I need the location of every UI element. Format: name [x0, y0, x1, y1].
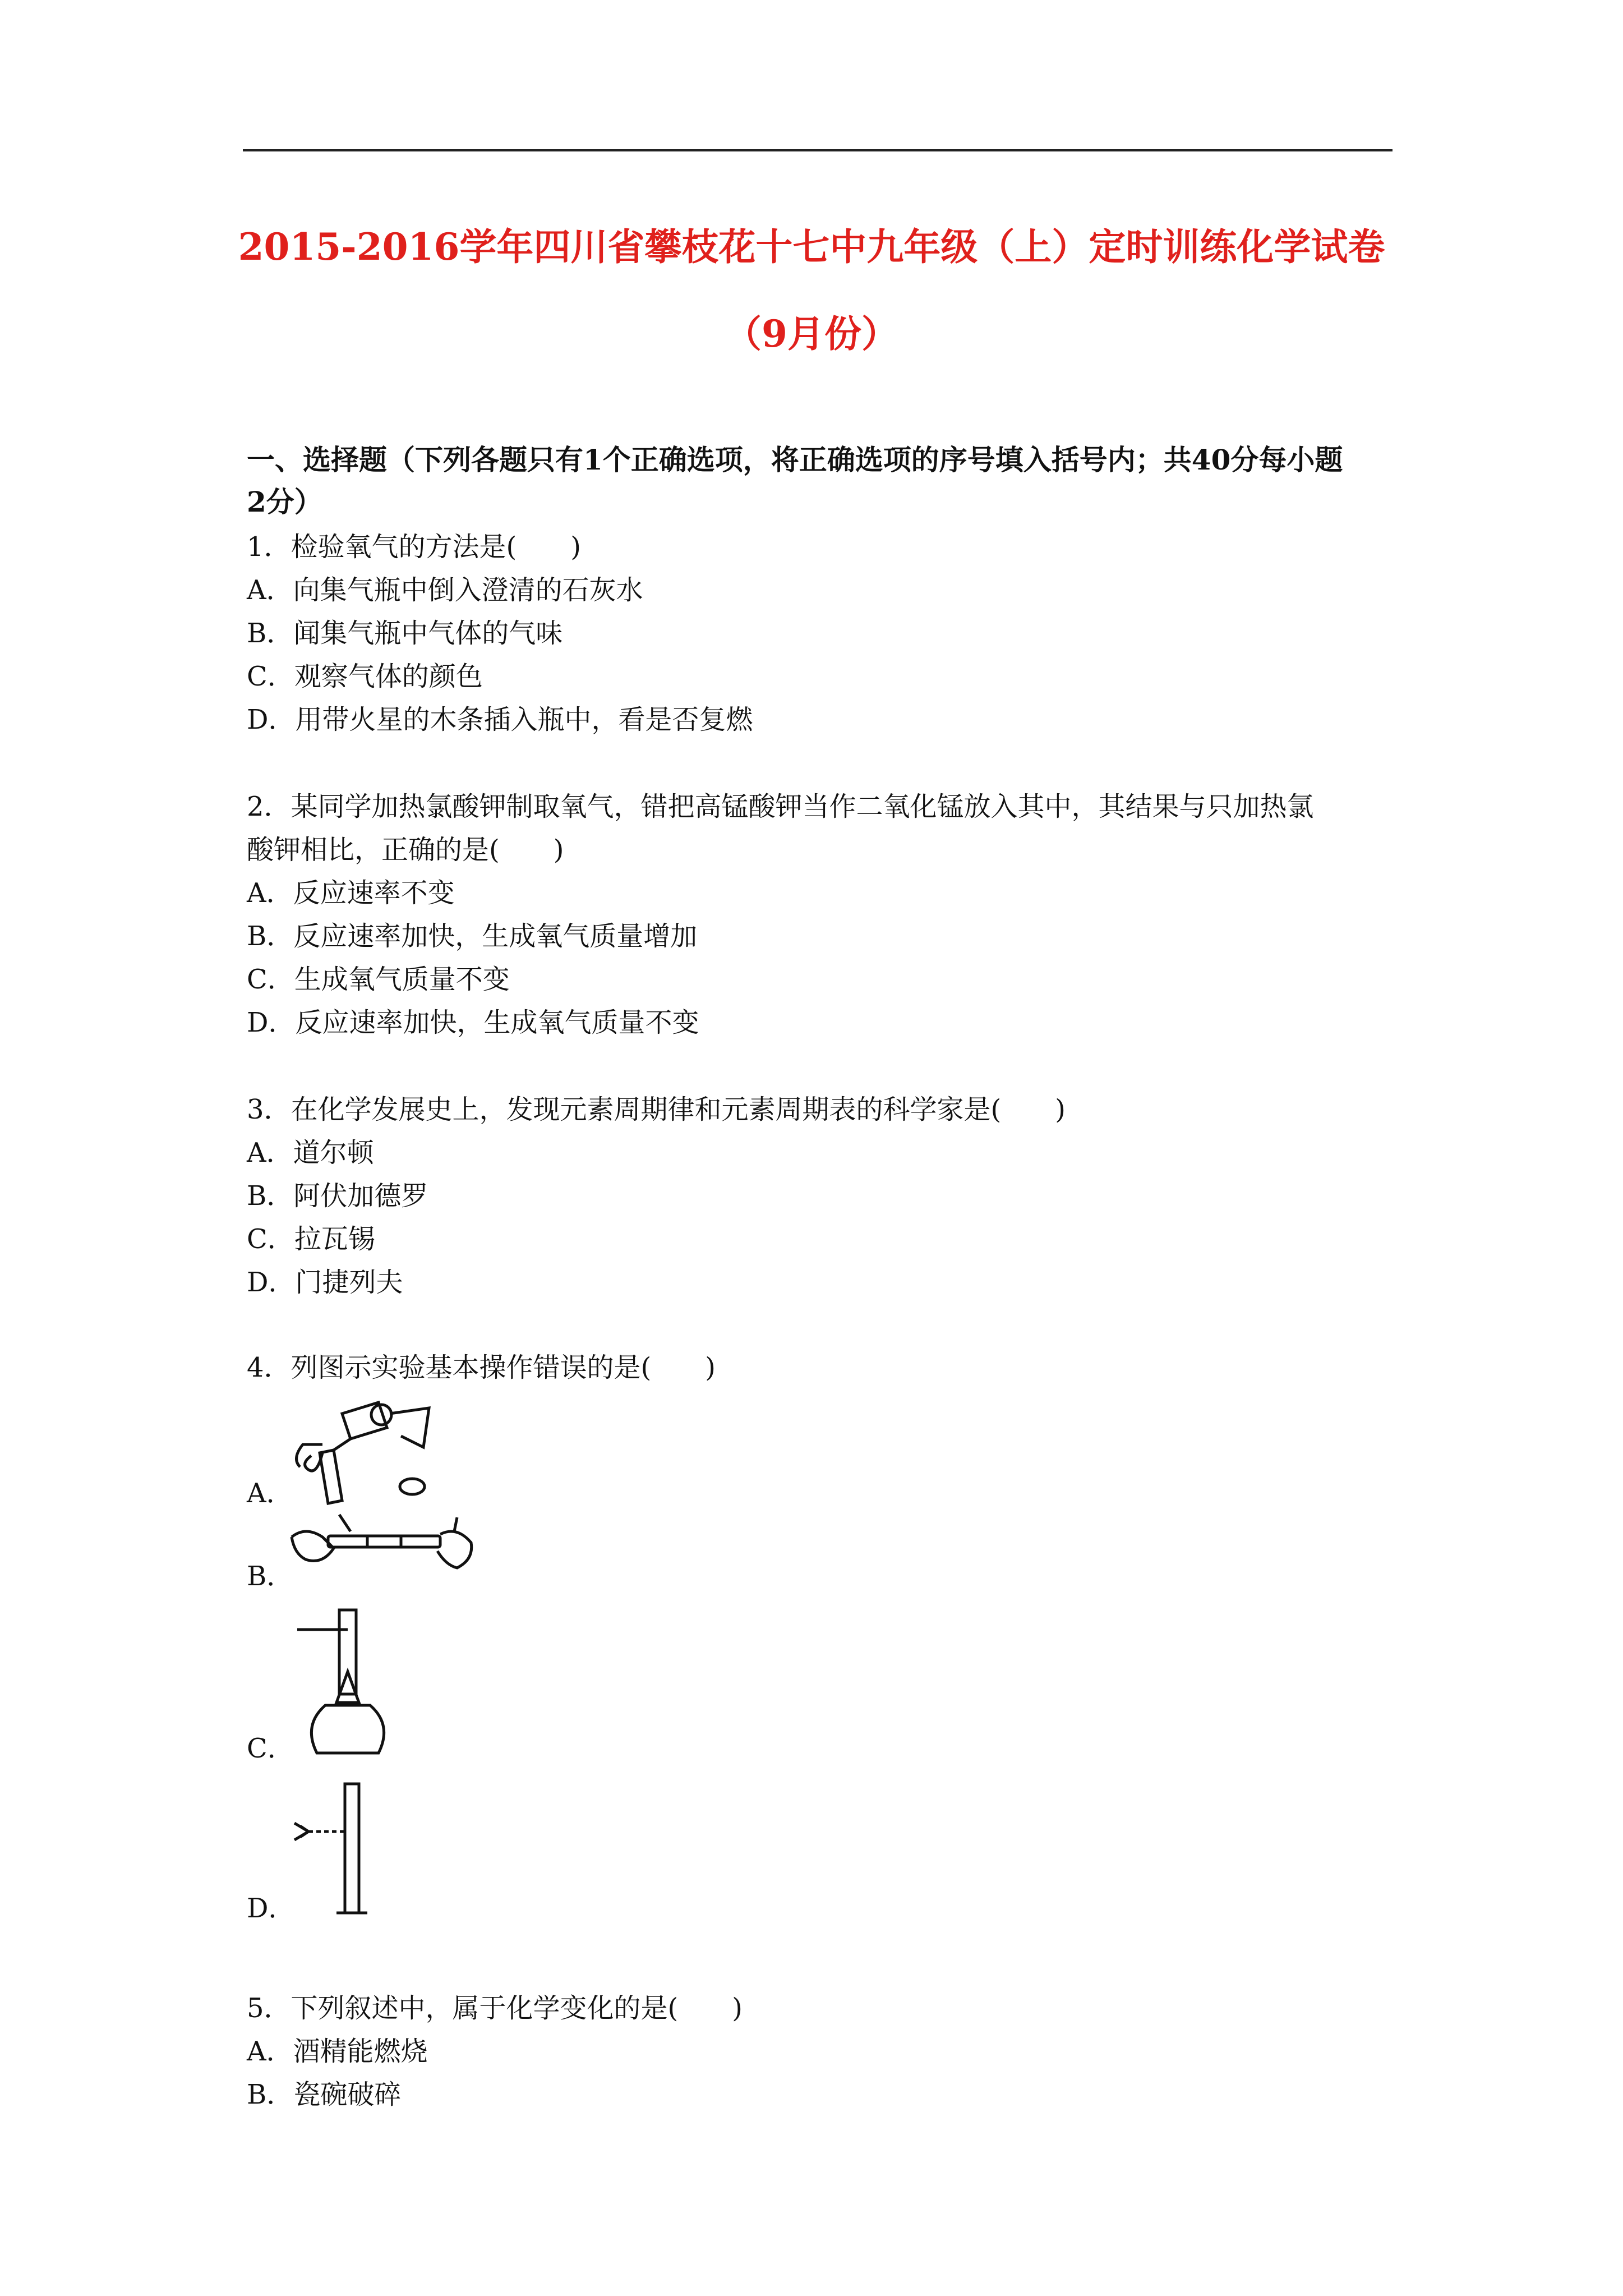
section-heading-cont: 2分）	[247, 485, 322, 518]
question-4-option-c: C．	[247, 1733, 294, 1764]
pour-liquid-figure	[289, 1391, 440, 1509]
question-5-option-a: A．酒精能燃烧	[247, 2036, 428, 2067]
question-1-option-c: C．观察气体的颜色	[247, 661, 483, 692]
question-4-option-d: D．	[247, 1893, 296, 1924]
question-1-option-d: D．用带火星的木条插入瓶中，看是否复燃	[247, 704, 753, 735]
tube-connect-figure	[289, 1503, 479, 1588]
question-1-option-b: B．闻集气瓶中气体的气味	[247, 618, 563, 649]
question-2-option-c: C．生成氧气质量不变	[247, 964, 510, 995]
question-2-option-b: B．反应速率加快，生成氧气质量增加	[247, 921, 698, 952]
alcohol-lamp-figure	[292, 1604, 404, 1761]
question-4-option-b: B．	[247, 1561, 294, 1592]
question-2-option-a: A．反应速率不变	[247, 877, 455, 909]
header-rule	[243, 149, 1393, 151]
question-3-option-a: A．道尔顿	[247, 1137, 374, 1168]
question-2-option-d: D．反应速率加快，生成氧气质量不变	[247, 1007, 699, 1038]
question-5-option-b: B．瓷碗破碎	[247, 2079, 402, 2110]
question-1-option-a: A．向集气瓶中倒入澄清的石灰水	[247, 574, 643, 606]
exam-title: 2015-2016学年四川省攀枝花十七中九年级（上）定时训练化学试卷	[238, 225, 1385, 269]
exam-title-month: （9月份）	[725, 312, 898, 356]
question-4-option-a: A．	[247, 1478, 293, 1509]
measuring-cylinder-figure	[292, 1778, 381, 1924]
question-2-stem-cont: 酸钾相比，正确的是( )	[247, 834, 564, 866]
question-3-option-c: C．拉瓦锡	[247, 1223, 375, 1255]
question-4-stem: 4．列图示实验基本操作错误的是( )	[247, 1352, 716, 1383]
section-heading: 一、选择题（下列各题只有1个正确选项，将正确选项的序号填入括号内；共40分每小题	[247, 443, 1343, 476]
question-1-stem: 1．检验氧气的方法是( )	[247, 531, 581, 563]
question-3-stem: 3．在化学发展史上，发现元素周期律和元素周期表的科学家是( )	[247, 1094, 1066, 1125]
question-2-stem: 2．某同学加热氯酸钾制取氧气，错把高锰酸钾当作二氧化锰放入其中，其结果与只加热氯	[247, 791, 1314, 822]
question-3-option-d: D．门捷列夫	[247, 1267, 403, 1298]
question-3-option-b: B．阿伏加德罗	[247, 1180, 428, 1212]
question-5-stem: 5．下列叙述中，属于化学变化的是( )	[247, 1993, 743, 2024]
